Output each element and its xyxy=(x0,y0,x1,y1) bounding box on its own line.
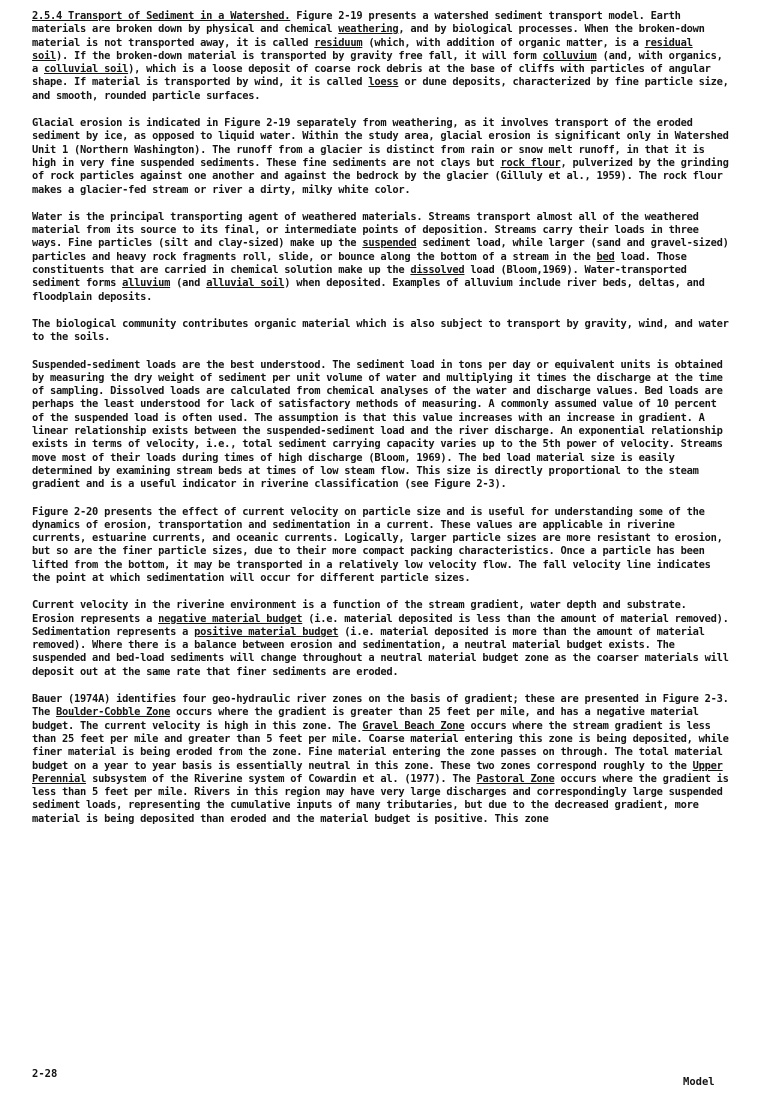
underlined-term: alluvium xyxy=(122,277,171,290)
underlined-term: Upper Perennial xyxy=(32,759,723,785)
underlined-term: 2.5.4 Transport of Sediment in a Watershed. xyxy=(32,10,291,22)
underlined-term: positive material budget xyxy=(194,625,339,638)
underlined-term: rock flour xyxy=(500,156,561,169)
text-run: Figure 2-19 presents a watershed sediment transport model. Earth materials are broken down by physical and chemical xyxy=(32,10,681,36)
paragraph-biological-community xyxy=(32,318,730,345)
text-run: Bauer (1974A) identifies four geo-hydraulic river zones on the basis of gradient; these are presented in Figure 2-3. The xyxy=(32,693,729,719)
text-run: load. Those constituents that are carried in chemical solution make up the xyxy=(32,250,687,277)
paragraph-material-budget xyxy=(32,599,730,679)
text-run: , and by biological processes. When the broken-down material is not transported away, it is called xyxy=(32,23,705,49)
underlined-term: colluvium xyxy=(542,49,597,62)
text-run: (and xyxy=(170,277,207,290)
text-run: sediment load, while larger (sand and gravel-sized) particles and heavy rock fragments roll, slide, or bounce along the bottom of a stream in the xyxy=(32,237,729,263)
text-run: Glacial erosion is indicated in Figure 2-19 separately from weathering, as it involves transport of the eroded sediment by ice, as opposed to liquid water. Within the study area, glacial erosion is significant only in Watershed Unit 1 (Northern Washington). The runoff from a glacier is distinct from rain or snow melt runoff, in that it is high in very fine suspended sediments. These fine sediments are not clays but xyxy=(32,117,729,169)
paragraph-transport-of-sediment xyxy=(32,10,730,103)
underlined-term: Boulder-Cobble Zone xyxy=(56,706,171,719)
underlined-term: suspended xyxy=(362,237,417,250)
text-run: (which, with addition of organic matter, is a xyxy=(362,36,645,49)
underlined-term: weathering xyxy=(338,23,399,36)
paragraph-glacial-erosion xyxy=(32,117,730,197)
underlined-term: bed xyxy=(596,250,615,263)
underlined-term: residual soil xyxy=(32,36,693,62)
text-run: occurs where the gradient is greater than 25 feet per mile, and has a negative material budget. The current velocity is high in this zone. The xyxy=(32,706,699,732)
text-run: ), which is a loose deposit of coarse rock debris at the base of cliffs with particles of angular shape. If material is transported by wind, it is called xyxy=(32,63,711,89)
paragraph-water-transport xyxy=(32,211,730,304)
text-run: subsystem of the Riverine system of Cowardin et al. (1977). The xyxy=(86,772,477,785)
page-number: 2-28 xyxy=(32,1068,58,1080)
text-run: ). If the broken-down material is transported by gravity free fall, it will form xyxy=(56,49,543,62)
text-run: occurs where the gradient is less than 5 feet per mile. Rivers in this region may have very large discharges and correspondingly large suspended sediment loads, representing the cumulative inputs of many tributaries, but due to the decreased gradient, more material is being deposited than eroded and the material budget is positive. This zone xyxy=(32,772,729,825)
document-body xyxy=(32,10,730,840)
text-run: Water is the principal transporting agent of weathered materials. Streams transport almost all of the weathered material from its source to its final, or intermediate points of deposition. Streams carry their loads in three ways. Fine particles (silt and clay-sized) make up the xyxy=(32,210,699,250)
underlined-term: alluvial soil xyxy=(206,277,285,290)
text-run: Figure 2-20 presents the effect of current velocity on particle size and is useful for understanding some of the dynamics of erosion, transportation and sedimentation in a current. These values are applicable in riverine currents, estuarine currents, and oceanic currents. Logically, larger particle sizes are more resistant to erosion, but so are the finer particle sizes, due to their more compact packing characteristics. Once a particle has been lifted from the bottom, it may be transported in a relatively low velocity flow. The fall velocity line indicates the point at which sedimentation will occur for different particle sizes. xyxy=(32,505,723,584)
underlined-term: colluvial soil xyxy=(44,63,129,76)
paragraph-suspended-sediment xyxy=(32,359,730,492)
text-run: ) when deposited. Examples of alluvium include river beds, deltas, and floodplain deposits. xyxy=(32,277,705,303)
text-run: or dune deposits, characterized by fine particle size, and smooth, rounded particle surfaces. xyxy=(32,76,729,102)
text-run: load (Bloom,1969). Water-transported sediment forms xyxy=(32,264,687,290)
text-run: occurs where the stream gradient is less than 25 feet per mile and greater than 5 feet per mile. Coarse material entering this zone is being deposited, while finer material is being eroded from the zone. Fine material entering the zone passes on through. The total material budget on a year to year basis is essentially neutral in this zone. These two zones correspond roughly to the xyxy=(32,719,729,772)
underlined-term: Pastoral Zone xyxy=(476,772,555,785)
underlined-term: dissolved xyxy=(410,264,465,277)
underlined-term: negative material budget xyxy=(158,612,303,625)
text-run: The biological community contributes organic material which is also subject to transport by gravity, wind, and water to the soils. xyxy=(32,317,729,344)
underlined-term: Gravel Beach Zone xyxy=(362,719,465,732)
text-run: Suspended-sediment loads are the best understood. The sediment load in tons per day or equivalent units is obtained by measuring the dry weight of sediment per unit volume of water and multiplying it times the discharge at the time of sampling. Dissolved loads are calculated from chemical analyses of the water and discharge values. Bed loads are perhaps the least understood for lack of satisfactory methods of measuring. A commonly assumed value of 10 percent of the suspended load is often used. The assumption is that this value increases with an increase in gradient. A linear relationship exists between the suspended-sediment load and the river discharge. An exponential relationship exists in terms of velocity, i.e., total sediment carrying capacity varies up to the 5th power of velocity. Streams move most of their loads during times of high discharge (Bloom, 1969). The bed load material size is easily determined by examining stream beds at times of low steam flow. This size is directly proportional to the steam gradient and is a useful indicator in riverine classification (see Figure 2-3). xyxy=(32,358,723,491)
text-run: , pulverized by the grinding of rock particles against one another and against the bedrock by the glacier (Gilluly et al., 1959). The rock flour makes a glacier-fed stream or river a dirty, milky white color. xyxy=(32,156,729,196)
paragraph-geo-hydraulic-zones xyxy=(32,693,730,826)
underlined-term: loess xyxy=(368,76,399,89)
text-run: (and, with organics, a xyxy=(32,49,723,76)
underlined-term: residuum xyxy=(314,36,363,49)
text-run: (i.e. material deposited is less than the amount of material removed). Sedimentation represents a xyxy=(32,612,729,638)
text-run: (i.e. material deposited is more than the amount of material removed). Where there is a balance between erosion and sedimentation, a neutral material budget exists. The suspended and bed-load sediments will change throughout a neutral material budget zone as the coarser materials will deposit out at the same rate that finer sediments are eroded. xyxy=(32,625,729,678)
section-label: Model xyxy=(683,1076,715,1088)
text-run: Current velocity in the riverine environment is a function of the stream gradient, water depth and substrate. Erosion represents a xyxy=(32,599,687,625)
paragraph-current-velocity-figure xyxy=(32,506,730,586)
